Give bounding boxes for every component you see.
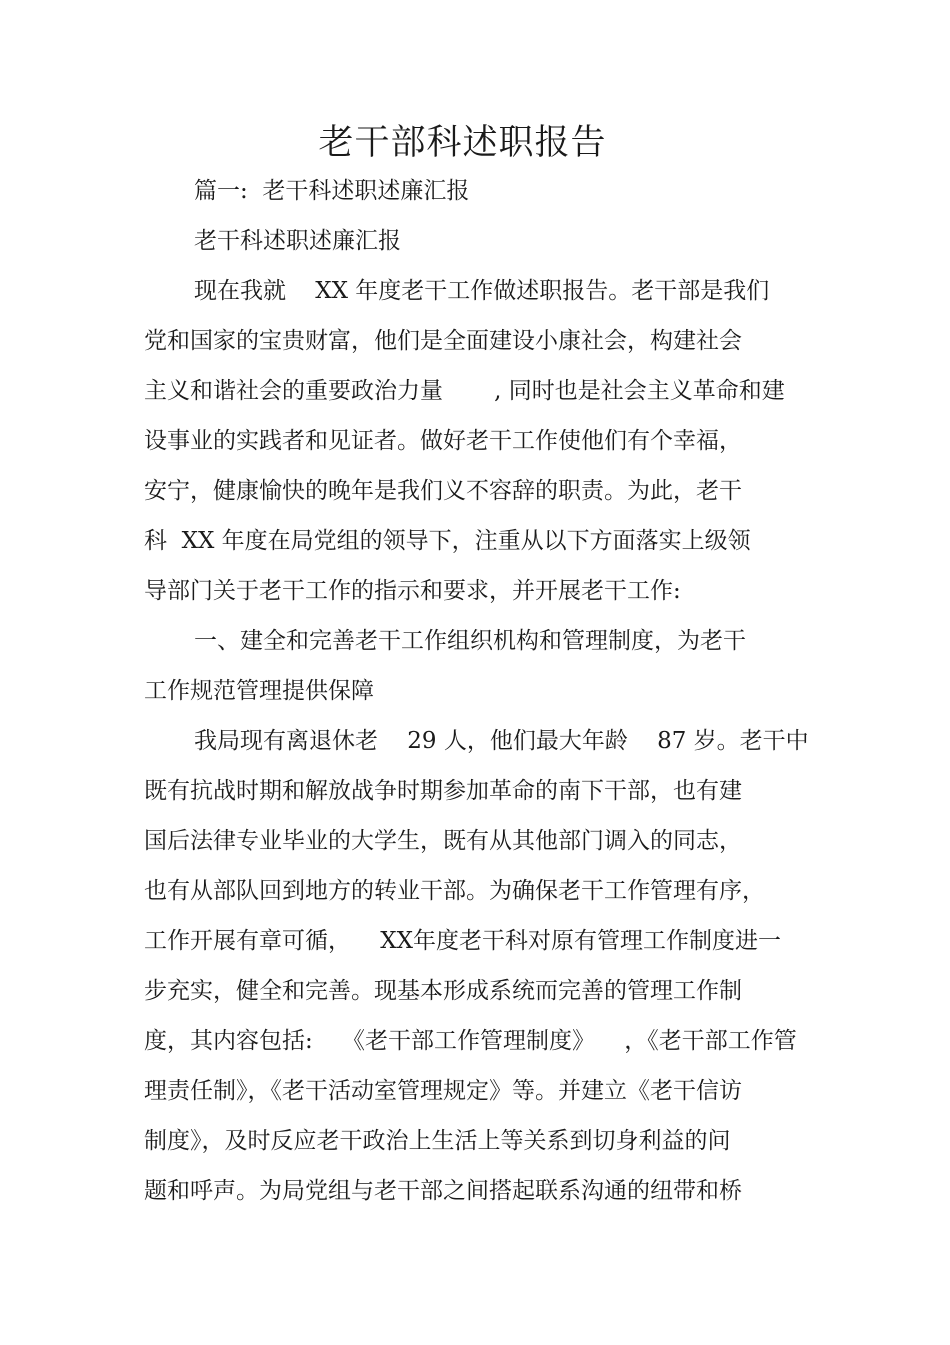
text-line: 导部门关于老干工作的指示和要求，并开展老干工作: [144, 578, 681, 604]
text-line: 国后法律专业毕业的大学生，既有从其他部门调入的同志， [144, 828, 742, 854]
text-line: 也有从部队回到地方的转业干部。为确保老干工作管理有序， [144, 878, 765, 904]
text-line: 工作规范管理提供保障 [144, 678, 374, 704]
text-line: 步充实，健全和完善。现基本形成系统而完善的管理工作制 [144, 978, 742, 1004]
text-line: 科 XX 年度在局党组的领导下，注重从以下方面落实上级领 [144, 528, 751, 554]
text-line: 题和呼声。为局党组与老干部之间搭起联系沟通的纽带和桥 [144, 1178, 742, 1204]
text-line: 一、建全和完善老干工作组织机构和管理制度，为老干 [194, 628, 746, 654]
text-line: 篇一: 老干科述职述廉汇报 [194, 178, 470, 204]
text-line: 党和国家的宝贵财富，他们是全面建设小康社会，构建社会 [144, 328, 742, 354]
text-line: 安宁，健康愉快的晚年是我们义不容辞的职责。为此，老干 [144, 478, 742, 504]
text-line: 度，其内容包括: 《老干部工作管理制度》 ，《老干部工作管 [144, 1028, 797, 1054]
text-line: 主义和谐社会的重要政治力量 , 同时也是社会主义革命和建 [144, 378, 785, 404]
document-title: 老干部科述职报告 [318, 123, 607, 163]
text-line: 我局现有离退休老 29 人，他们最大年龄 87 岁。老干中 [194, 728, 809, 754]
text-line: 老干科述职述廉汇报 [194, 228, 401, 254]
text-line: 工作开展有章可循， XX年度老干科对原有管理工作制度进一 [144, 928, 781, 954]
text-line: 既有抗战时期和解放战争时期参加革命的南下干部，也有建 [144, 778, 742, 804]
text-line: 理责任制》，《老干活动室管理规定》等。并建立《老干信访 [144, 1078, 742, 1104]
text-line: 设事业的实践者和见证者。做好老干工作使他们有个幸福， [144, 428, 742, 454]
text-line: 现在我就 XX 年度老干工作做述职报告。老干部是我们 [194, 278, 770, 304]
text-line: 制度》，及时反应老干政治上生活上等关系到切身利益的问 [144, 1128, 731, 1154]
